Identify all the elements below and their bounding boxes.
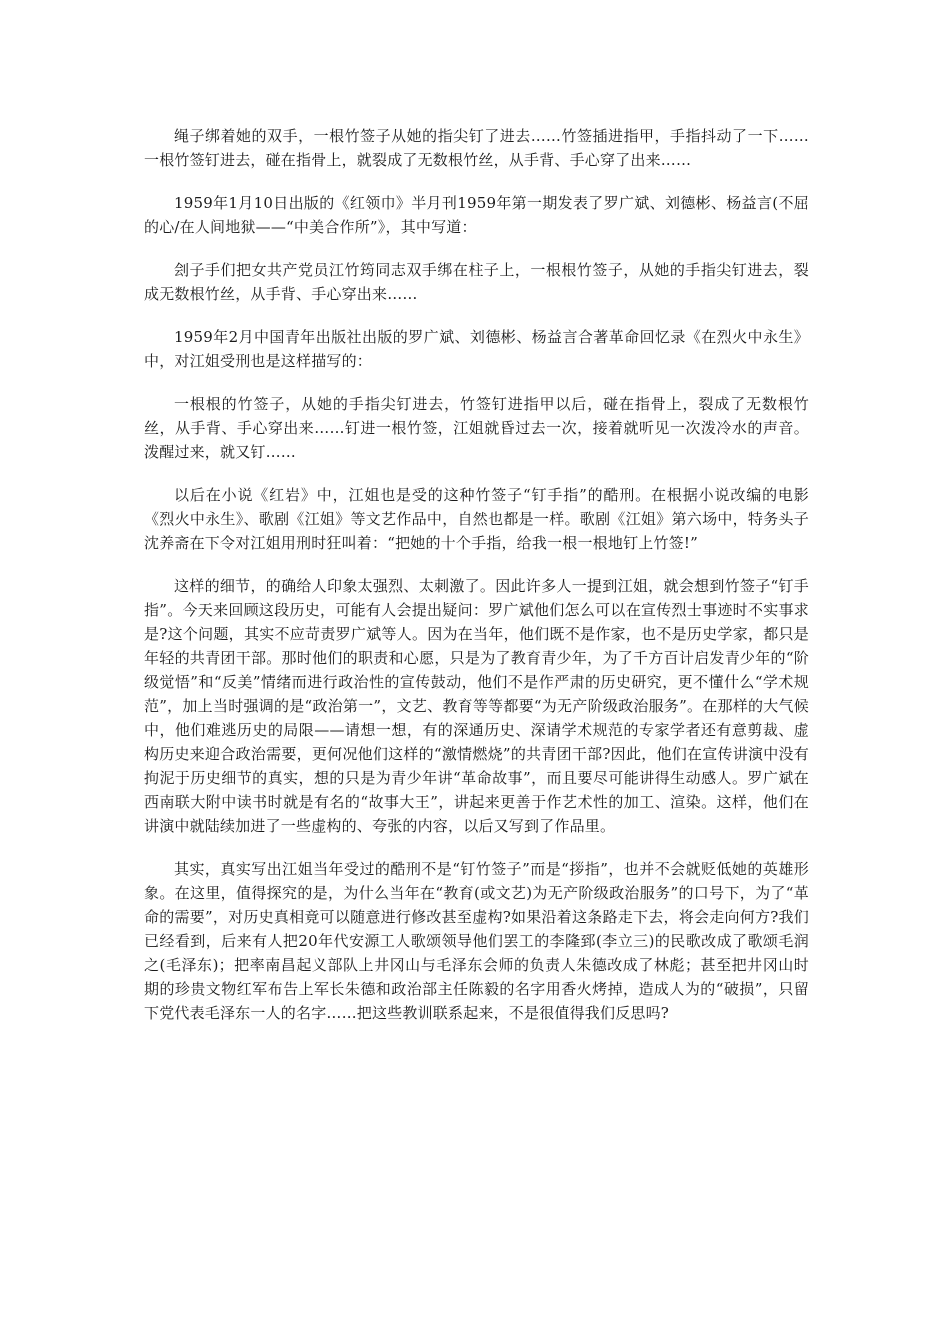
paragraph: 这样的细节，的确给人印象太强烈、太刺激了。因此许多人一提到江姐，就会想到竹签子“钉手指”。今天来回顾这段历史，可能有人会提出疑问：罗广斌他们怎么可以在宣传烈士事迹时不实事求是?这个问题，其实不应苛责罗广斌等人。因为在当年，他们既不是作家，也不是历史学家，都只是年轻的共青团干部。那时他们的职责和心愿，只是为了教育青少年，为了千方百计启发青少年的“阶级觉悟”和“反美”情绪而进行政治性的宣传鼓动，他们不是作严肃的历史研究，更不懂什么“学术规范”，加上当时强调的是“政治第一”，文艺、教育等等都要“为无产阶级政治服务”。在那样的大气候中，他们难逃历史的局限——请想一想，有的深通历史、深请学术规范的专家学者还有意剪裁、虚构历史来迎合政治需要，更何况他们这样的“激情燃烧”的共青团干部?因此，他们在宣传讲演中没有拘泥于历史细节的真实，想的只是为青少年讲“革命故事”，而且要尽可能讲得生动感人。罗广斌在西南联大附中读书时就是有名的“故事大王”，讲起来更善于作艺术性的加工、渲染。这样，他们在讲演中就陆续加进了一些虚构的、夸张的内容，以后又写到了作品里。 xyxy=(144,577,809,835)
paragraph: 以后在小说《红岩》中，江姐也是受的这种竹签子“钉手指”的酷刑。在根据小说改编的电影《烈火中永生》、歌剧《江姐》等文艺作品中，自然也都是一样。歌剧《江姐》第六场中，特务头子沈养斋在下令对江姐用刑时狂叫着：“把她的十个手指，给我一根一根地钉上竹签!” xyxy=(144,486,809,552)
paragraph: 绳子绑着她的双手，一根竹签子从她的指尖钉了进去……竹签插进指甲，手指抖动了一下……一根竹签钉进去，碰在指骨上，就裂成了无数根竹丝，从手背、手心穿了出来…… xyxy=(144,127,809,169)
block-quote: 一根根的竹签子，从她的手指尖钉进去，竹签钉进指甲以后，碰在指骨上，裂成了无数根竹丝，从手背、手心穿出来……钉进一根竹签，江姐就昏过去一次，接着就听见一次泼冷水的声音。泼醒过来，就又钉…… xyxy=(144,395,809,461)
paragraph: 1959年2月中国青年出版社出版的罗广斌、刘德彬、杨益言合著革命回忆录《在烈火中永生》中，对江姐受刑也是这样描写的： xyxy=(144,328,809,370)
block-quote: 刽子手们把女共产党员江竹筠同志双手绑在柱子上，一根根竹签子，从她的手指尖钉进去，裂成无数根竹丝，从手背、手心穿出来…… xyxy=(144,261,809,303)
article-body xyxy=(144,124,809,1044)
paragraph: 其实，真实写出江姐当年受过的酷刑不是“钉竹签子”而是“拶指”，也并不会就贬低她的英雄形象。在这里，值得探究的是，为什么当年在“教育(或文艺)为无产阶级政治服务”的口号下，为了“革命的需要”，对历史真相竟可以随意进行修改甚至虚构?如果沿着这条路走下去，将会走向何方?我们已经看到，后来有人把20年代安源工人歌颂领导他们罢工的李隆郅(李立三)的民歌改成了歌颂毛润之(毛泽东)；把率南昌起义部队上井冈山与毛泽东会师的负责人朱德改成了林彪；甚至把井冈山时期的珍贵文物红军布告上军长朱德和政治部主任陈毅的名字用香火烤掉，造成人为的“破损”，只留下党代表毛泽东一人的名字……把这些教训联系起来，不是很值得我们反思吗? xyxy=(144,860,809,1022)
paragraph: 1959年1月10日出版的《红领巾》半月刊1959年第一期发表了罗广斌、刘德彬、杨益言(不屈的心/在人间地狱——“中美合作所”》，其中写道： xyxy=(144,194,809,236)
